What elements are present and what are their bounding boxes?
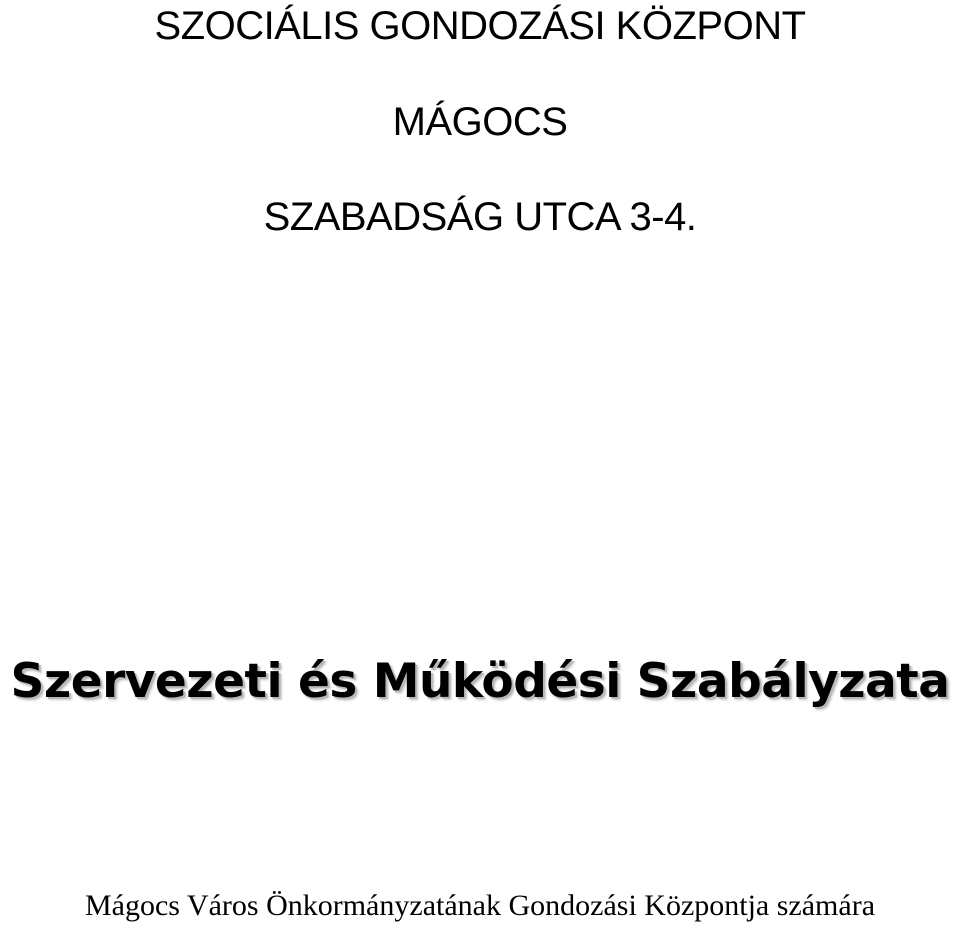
document-title: Szervezeti és Működési Szabályzata [10,654,950,709]
street-address: SZABADSÁG UTCA 3-4. [263,195,697,239]
document-subtitle: Mágocs Város Önkormányzatának Gondozási Központja számára [84,889,876,922]
city-name: MÁGOCS [392,100,568,144]
organization-name: SZOCIÁLIS GONDOZÁSI KÖZPONT [154,4,806,48]
